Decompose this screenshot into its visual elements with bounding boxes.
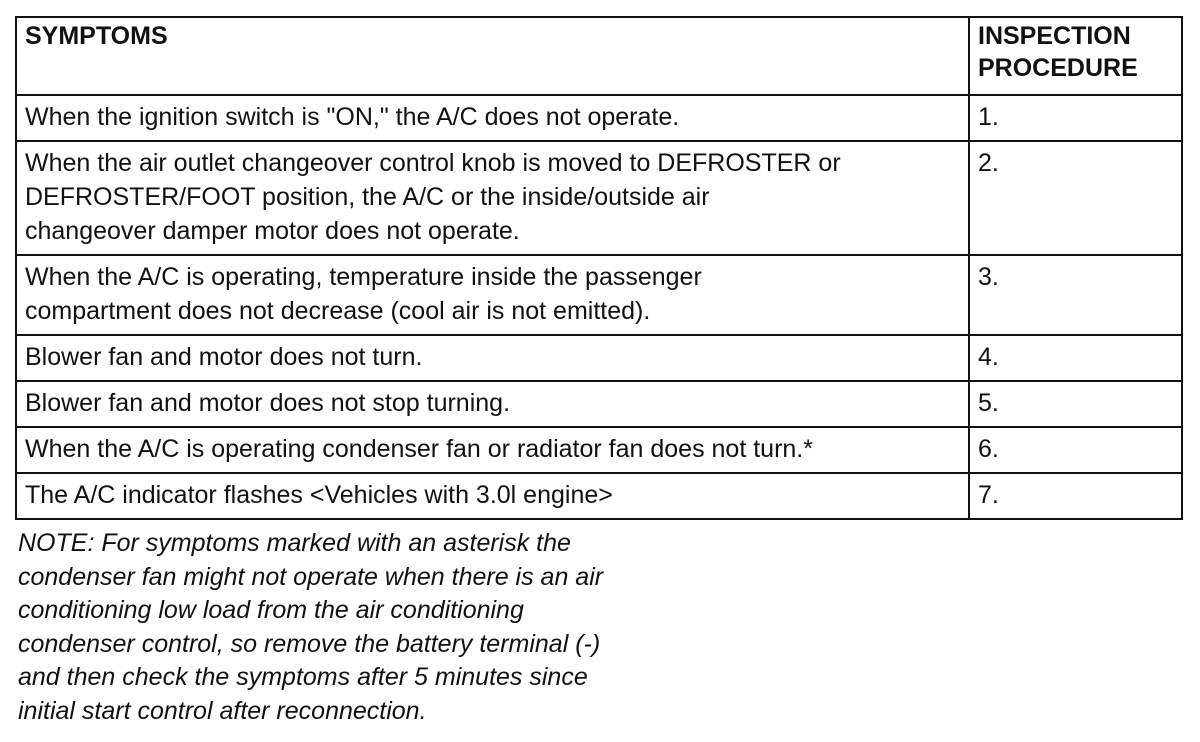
symptom-text: When the air outlet changeover control knob is moved to DEFROSTER or — [25, 149, 841, 177]
note-line: condenser control, so remove the battery terminal (-) — [18, 629, 601, 658]
table-header-row — [16, 17, 1182, 95]
table-row — [16, 95, 1182, 141]
symptom-text: Blower fan and motor does not stop turning. — [25, 389, 511, 417]
symptom-cell — [16, 381, 969, 427]
procedure-cell: 3. — [969, 255, 1182, 335]
symptom-cell — [16, 473, 969, 519]
procedure-cell: 5. — [969, 381, 1182, 427]
procedure-cell: 2. — [969, 141, 1182, 255]
table-row — [16, 255, 1182, 335]
symptom-cell — [16, 141, 969, 255]
symptom-text: When the A/C is operating, temperature inside the passenger — [25, 263, 702, 291]
symptom-text: The A/C indicator flashes <Vehicles with 3.0l engine> — [25, 481, 613, 509]
header-inspection-procedure — [969, 17, 1182, 95]
symptom-text: When the ignition switch is "ON," the A/C does not operate. — [25, 103, 680, 131]
procedure-cell: 4. — [969, 335, 1182, 381]
asterisk-note — [18, 527, 718, 728]
header-procedure-line1: INSPECTION — [978, 22, 1131, 50]
symptom-cell — [16, 335, 969, 381]
symptom-text: changeover damper motor does not operate. — [25, 217, 520, 245]
note-line: and then check the symptoms after 5 minutes since — [18, 663, 588, 691]
symptom-text: Blower fan and motor does not turn. — [25, 343, 423, 371]
table-row — [16, 473, 1182, 519]
symptom-cell — [16, 255, 969, 335]
symptom-text: DEFROSTER/FOOT position, the A/C or the inside/outside air — [25, 183, 710, 211]
table-row — [16, 427, 1182, 473]
header-symptoms-label: SYMPTOMS — [25, 22, 168, 50]
note-line: NOTE: For symptoms marked with an asterisk the — [18, 529, 571, 557]
header-symptoms — [16, 17, 969, 95]
procedure-cell: 1. — [969, 95, 1182, 141]
table-row — [16, 381, 1182, 427]
table-row — [16, 141, 1182, 255]
procedure-cell: 7. — [969, 473, 1182, 519]
note-line: condenser fan might not operate when there is an air — [18, 562, 604, 591]
document — [15, 16, 1183, 520]
symptoms-table — [15, 16, 1183, 520]
symptom-cell — [16, 95, 969, 141]
note-line: initial start control after reconnection. — [18, 696, 427, 725]
header-procedure-line2: PROCEDURE — [978, 54, 1138, 82]
note-line: conditioning low load from the air conditioning — [18, 596, 524, 624]
symptom-cell — [16, 427, 969, 473]
table-row — [16, 335, 1182, 381]
procedure-cell: 6. — [969, 427, 1182, 473]
symptom-text: compartment does not decrease (cool air is not emitted). — [25, 297, 651, 325]
symptom-text: When the A/C is operating condenser fan or radiator fan does not turn.* — [25, 435, 813, 463]
